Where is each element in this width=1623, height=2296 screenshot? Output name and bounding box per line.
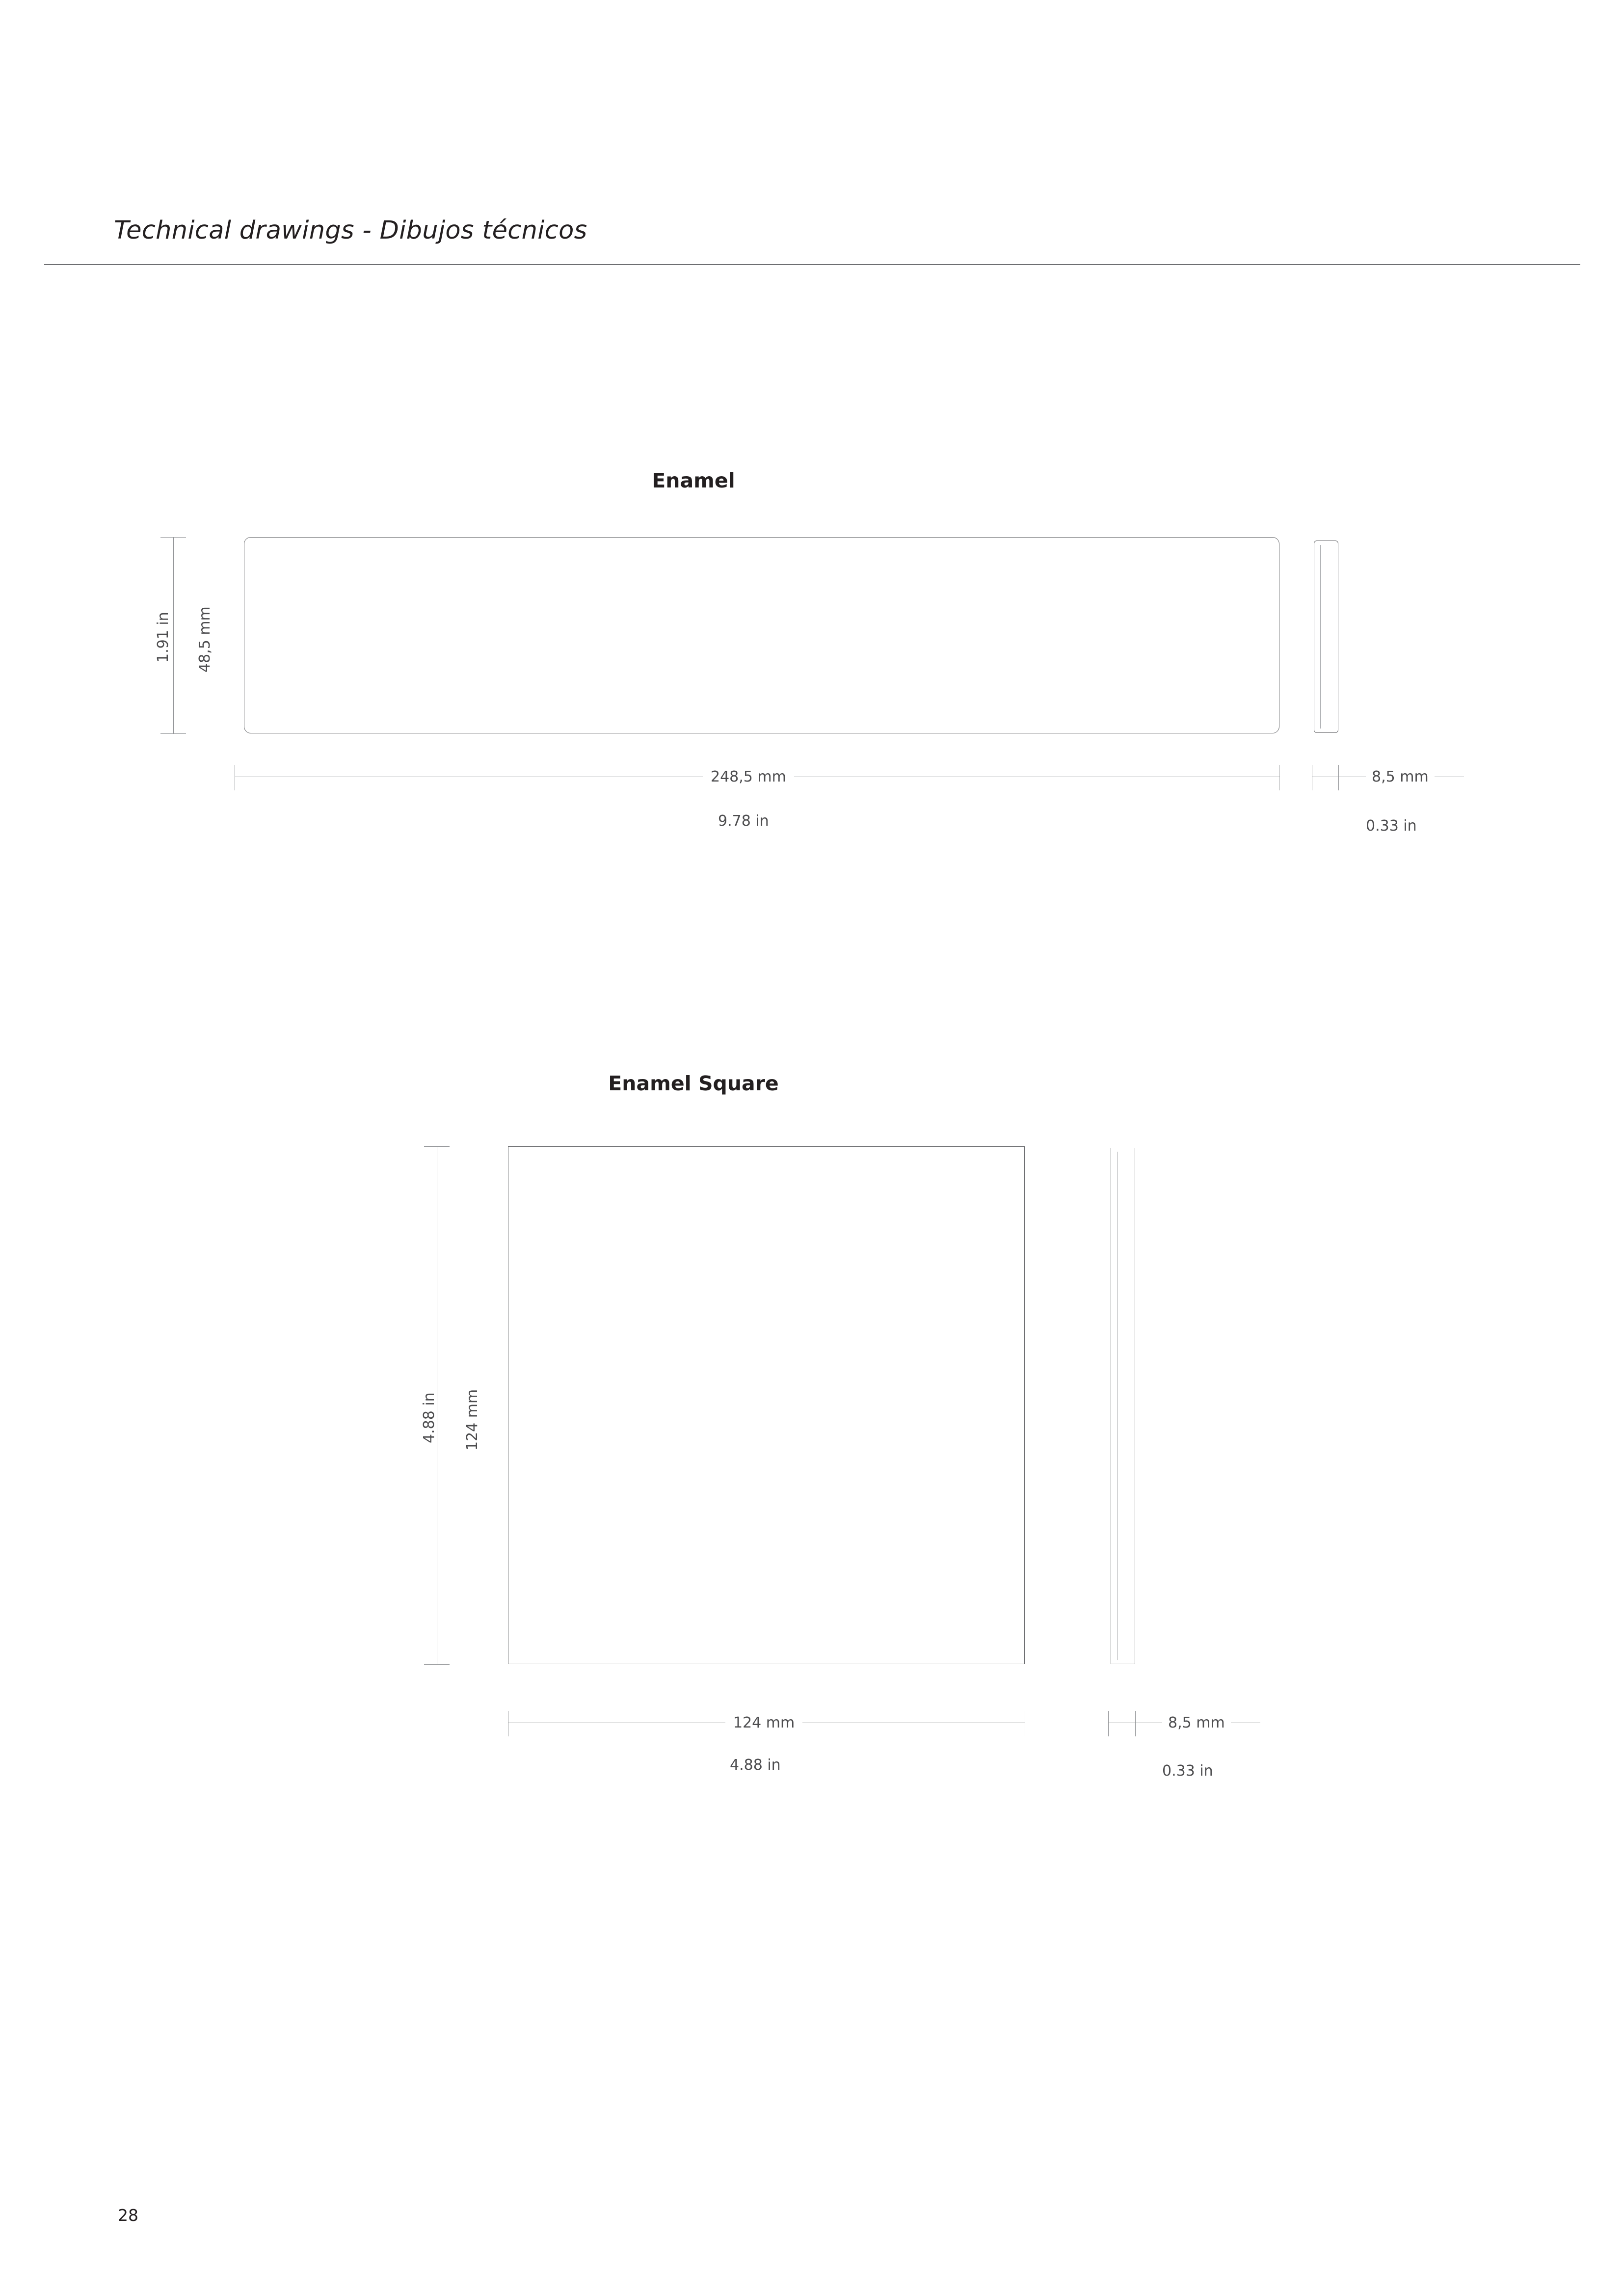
- enamel-square-height-mm: 124 mm: [464, 1389, 481, 1451]
- enamel-square-width-mm: 124 mm: [725, 1714, 802, 1731]
- enamel-square-side-view: [1111, 1148, 1135, 1664]
- enamel-square-height-tick-top: [424, 1146, 450, 1147]
- enamel-square-thickness-in: 0.33 in: [1162, 1762, 1213, 1780]
- enamel-height-mm: 48,5 mm: [196, 606, 213, 673]
- enamel-square-width-in: 4.88 in: [730, 1756, 781, 1774]
- enamel-height-in: 1.91 in: [155, 612, 172, 663]
- enamel-square-height-in: 4.88 in: [421, 1392, 438, 1443]
- page-title: Technical drawings - Dibujos técnicos: [114, 216, 587, 245]
- enamel-square-side-inner-edge: [1117, 1152, 1118, 1660]
- page-number: 28: [118, 2206, 138, 2225]
- enamel-width-in: 9.78 in: [718, 812, 769, 830]
- enamel-thickness-mm: 8,5 mm: [1366, 768, 1435, 785]
- drawing-enamel-square-title: Enamel Square: [608, 1072, 779, 1095]
- enamel-width-mm: 248,5 mm: [703, 768, 794, 785]
- enamel-square-thickness-mm: 8,5 mm: [1162, 1714, 1231, 1731]
- enamel-square-thickness-tick-left: [1108, 1711, 1109, 1736]
- enamel-square-thickness-tick-right: [1135, 1711, 1136, 1736]
- drawing-enamel-title: Enamel: [652, 469, 735, 492]
- enamel-thickness-in: 0.33 in: [1366, 817, 1417, 835]
- enamel-square-height-tick-bottom: [424, 1664, 450, 1665]
- enamel-square-front-view: [508, 1146, 1025, 1664]
